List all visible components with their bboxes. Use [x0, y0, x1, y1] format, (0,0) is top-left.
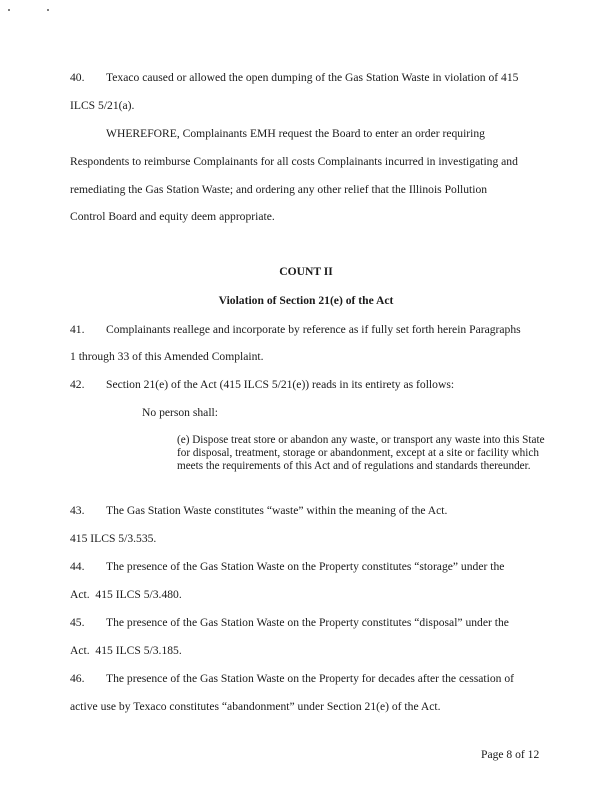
paragraph-41-line-1: Complainants reallege and incorporate by reference as if fully set forth herein Paragraphs — [106, 323, 521, 336]
wherefore-line-4: Control Board and equity deem appropriate. — [70, 210, 275, 223]
paragraph-41-line-2: 1 through 33 of this Amended Complaint. — [70, 350, 264, 363]
paragraph-45-line-2: Act. 415 ILCS 5/3.185. — [70, 644, 182, 657]
paragraph-number-42: 42. — [70, 378, 85, 391]
paragraph-number-41: 41. — [70, 323, 85, 336]
paragraph-44-line-1: The presence of the Gas Station Waste on the Property constitutes “storage” under the — [106, 560, 505, 573]
paragraph-45-line-1: The presence of the Gas Station Waste on the Property constitutes “disposal” under the — [106, 616, 509, 629]
paragraph-43-line-2: 415 ILCS 5/3.535. — [70, 532, 157, 545]
paragraph-40-line-2: ILCS 5/21(a). — [70, 99, 135, 112]
paragraph-46-line-2: active use by Texaco constitutes “abandonment” under Section 21(e) of the Act. — [70, 700, 441, 713]
scan-speck — [8, 9, 10, 11]
paragraph-42-line-1: Section 21(e) of the Act (415 ILCS 5/21(e)) reads in its entirety as follows: — [106, 378, 455, 391]
scan-speck — [47, 9, 49, 11]
paragraph-number-46: 46. — [70, 672, 85, 685]
paragraph-46-line-1: The presence of the Gas Station Waste on the Property for decades after the cessation of — [106, 672, 515, 685]
wherefore-line-2: Respondents to reimburse Complainants for all costs Complainants incurred in investigating and — [70, 155, 518, 168]
paragraph-number-45: 45. — [70, 616, 85, 629]
paragraph-44-line-2: Act. 415 ILCS 5/3.480. — [70, 588, 182, 601]
paragraph-43-line-1: The Gas Station Waste constitutes “waste” within the meaning of the Act. — [106, 504, 448, 517]
quote-intro: No person shall: — [142, 406, 218, 419]
paragraph-number-43: 43. — [70, 504, 85, 517]
wherefore-line-3: remediating the Gas Station Waste; and ordering any other relief that the Illinois Pollution — [70, 183, 488, 196]
wherefore-line-1: WHEREFORE, Complainants EMH request the Board to enter an order requiring — [106, 127, 485, 140]
paragraph-number-44: 44. — [70, 560, 85, 573]
statute-quote-block: (e) Dispose treat store or abandon any waste, or transport any waste into this State for disposal, treatment, storage or abandonment, except at a site or facility which meets the requirements of this Act and of regulations and standards thereunder. — [177, 434, 545, 473]
count-subheading: Violation of Section 21(e) of the Act — [218, 294, 394, 307]
paragraph-40-line-1: Texaco caused or allowed the open dumping of the Gas Station Waste in violation of 415 — [106, 71, 519, 84]
paragraph-number-40: 40. — [70, 71, 85, 84]
count-heading: COUNT II — [279, 265, 333, 278]
page-number-footer: Page 8 of 12 — [481, 748, 540, 761]
